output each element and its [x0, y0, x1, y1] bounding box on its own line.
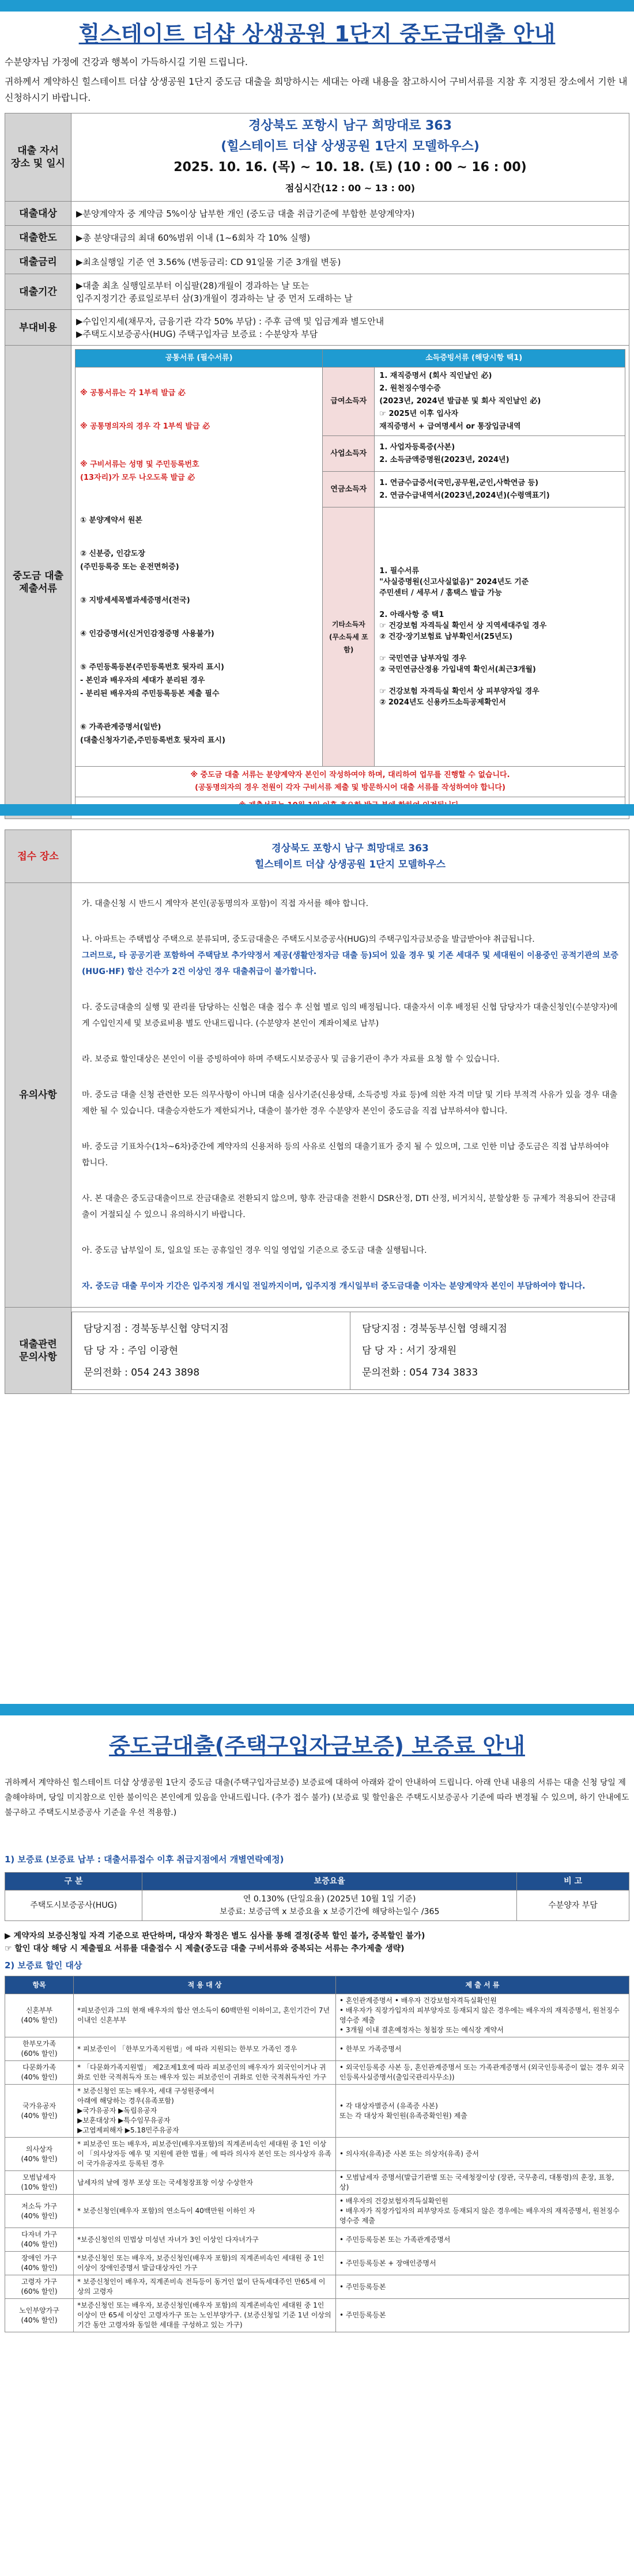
page-title: 힐스테이트 더샵 상생공원 1단지 중도금대출 안내 [78, 21, 556, 47]
fee-section2: 2) 보증료 할인 대상 [5, 1960, 82, 1971]
income-docs: 1. 사업자등록증(사본) 2. 소득금액증명원(2023년, 2024년) [375, 436, 625, 472]
row-value: ▶분양계약자 중 계약금 5%이상 납부한 개인 (중도금 대출 취급기준에 부합한 분양계약자) [71, 202, 629, 226]
phone: 문의전화 : 054 734 3833 [362, 1366, 478, 1378]
col-header: 비 고 [517, 1873, 629, 1891]
fee-warning: ▶ 계약자의 보증신청일 자격 기준으로 판단하며, 대상자 확정은 별도 심사를 통해 결정(중복 할인 불가, 중복할인 불가) ☞ 할인 대상 해당 시 제출필요 서류를 대출접수 시 제출(중도금 대출 구비서류와 중복되는 서류는 추가제출 생략) [5, 1931, 425, 1953]
table-row [5, 2195, 629, 2228]
address-line1: 경상북도 포항시 남구 희망대로 363 [248, 119, 452, 133]
discount-category: 의사상자 (40% 할인) [5, 2138, 74, 2171]
divider-band [0, 804, 634, 816]
col-header: 제 출 서 류 [335, 1976, 629, 1994]
cell: 주택도시보증공사(HUG) [5, 1891, 142, 1921]
list-item: 바. 중도금 기표차수(1차~6차)중간에 계약자의 신용저하 등의 사유로 신협의 대출기표가 중지 될 수 있으며, 그로 인한 미납 중도금은 직접 납부하여야 합니다. [82, 1142, 609, 1168]
required-documents: • 한부모 가족증명서 [335, 2037, 629, 2061]
common-docs-list [76, 368, 323, 767]
table-row [5, 274, 629, 310]
fee-section1: 1) 보증료 (보증료 납부 : 대출서류접수 이후 취급지점에서 개별연락예정) [5, 1854, 284, 1865]
table-row [5, 346, 629, 819]
list-item: ⑤ 주민등록등본(주민등록번호 뒷자리 표시) - 본인과 배우자의 세대가 분리된 경우 - 분리된 배우자의 주민등록등본 제출 필수 [80, 663, 224, 698]
docs-note: ※ 중도금 대출 서류는 분양계약자 본인이 작성하여야 하며, 대리하여 업무를 진행할 수 없습니다. (공동명의자의 경우 전원이 각자 구비서류 제출 및 방문하시어 대출 서류를 작성하여야 합니다) [76, 767, 625, 797]
discount-category: 한부모가족 (60% 할인) [5, 2037, 74, 2061]
list-item: 가. 대출신청 시 반드시 계약자 본인(공동명의자 포함)이 직접 자서를 해야 합니다. [82, 899, 369, 908]
manager: 담 당 자 : 서기 장재원 [362, 1344, 457, 1357]
list-item: ③ 지방세세목별과세증명서(전국) [80, 596, 190, 605]
col-header: 구 분 [5, 1873, 142, 1891]
fee-rate-table [5, 1872, 629, 1921]
phone: 문의전화 : 054 243 3898 [84, 1366, 200, 1378]
loan-place [71, 113, 629, 202]
fee-intro: 귀하께서 계약하신 힐스테이트 더샵 상생공원 1단지 중도금 대출(주택구입자금보증) 보증료에 대하여 아래와 같이 안내하여 드립니다. 아래 안내 내용의 서류는 대출 신청 당일 제출해야하며, 당일 미지참으로 인한 불이익은 본인에게 있음을 안내드립니다. (추가 접수 불가) (보증료 및 할인율은 주택도시보증공사 기준에 따라 변경될 수 있으며, 하기 안내에도 불구하고 주택도시보증공사 기준을 우선 적용함.) [5, 1778, 629, 1817]
income-type: 급여소득자 [323, 368, 375, 436]
table-row [5, 2275, 629, 2299]
discount-condition: *보증신청인 또는 배우자, 보증신청인(배우자 포함)의 직계존비속인 세대원 중 1인 이상이 장애인증명서 발급대상자인 가구 [74, 2252, 336, 2275]
income-type: 연금소득자 [323, 472, 375, 507]
discount-table [5, 1976, 629, 2332]
top-band [0, 0, 634, 12]
required-documents: • 모범납세자 증명서(발급기관별 또는 국세청장이상 (장관, 국무총리, 대통령)의 훈장, 표창, 상) [335, 2171, 629, 2195]
reception-place [71, 830, 629, 883]
col-header: 항목 [5, 1976, 74, 1994]
list-item: 다. 중도금대출의 실행 및 관리를 담당하는 신협은 대출 접수 후 신협 별로 임의 배정됩니다. 대출자서 이후 배정된 신협 담당자가 대출신청인(수분양자)에게 수입인지세 및 보증료비용 별도 안내드립니다. (수분양자 본인이 계좌이체로 납부) [82, 1003, 618, 1028]
list-item: ※ 공통명의자의 경우 각 1부씩 발급 必 [80, 422, 210, 431]
income-docs: 1. 재직증명서 (회사 직인날인 必) 2. 원천징수영수증 (2023년, 2024년 발급분 및 회사 직인날인 必) ☞ 2025년 이후 입사자 재직증명서 + 급여명세서 or 통장입금내역 [375, 368, 625, 436]
row-value: ▶대출 최초 실행일로부터 이십팔(28)개월이 경과하는 날 또는 입주지정기간 종료일로부터 삼(3)개월이 경과하는 날 중 먼저 도래하는 날 [71, 274, 629, 310]
table-row [5, 2171, 629, 2195]
discount-condition: *보증신청인의 민법상 미성년 자녀가 3인 이상인 다자녀가구 [74, 2228, 336, 2252]
cell: 연 0.130% (단일요율) (2025년 10월 1일 기준) 보증료: 보증금액 x 보증요율 x 보증기간에 해당하는일수 /365 [142, 1891, 517, 1921]
discount-category: 고령자 가구 (60% 할인) [5, 2275, 74, 2299]
income-docs: 1. 연금수급증서(국민,공무원,군인,사학연금 등) 2. 연금수급내역서(2023년,2024년)(수령액표기) [375, 472, 625, 507]
required-documents: • 각 대상자별증서 (유족증 사본) 또는 각 대상자 확인원(유족증확인원) 제출 [335, 2085, 629, 2138]
table-row [5, 113, 629, 202]
table-row [5, 2085, 629, 2138]
discount-category: 다자녀 가구 (40% 할인) [5, 2228, 74, 2252]
divider-band [0, 1704, 634, 1715]
discount-condition: * 피보증인 또는 배우자, 피보증인(배우자포함)의 직계존비속인 세대원 중 1인 이상이 「의사상자등 예우 및 지원에 관한 법률」에 따라 의사자 본인 또는 의사상자 유족이 국가유공자로 등록된 경우 [74, 2138, 336, 2171]
col-header: 보증요율 [142, 1873, 517, 1891]
row-value: ▶총 분양대금의 최대 60%범위 이내 (1~6회차 각 10% 실행) [71, 226, 629, 250]
required-documents: • 외국인등록증 사본 등, 혼인관계증명서 또는 가족관계증명서 (외국인등록증이 없는 경우 외국인등록사실증명서(출입국관리사무소)) [335, 2061, 629, 2085]
row-header: 대출대상 [5, 202, 71, 226]
table-row [5, 2299, 629, 2332]
notice-list [71, 883, 629, 1308]
discount-condition: * 피보증인이 「한부모가족지원법」에 따라 지원되는 한부모 가족인 경우 [74, 2037, 336, 2061]
income-docs-header: 소득증빙서류 (해당시항 택1) [323, 350, 625, 368]
reception-address: 경상북도 포항시 남구 희망대로 363 [271, 842, 429, 854]
discount-category: 장애인 가구 (40% 할인) [5, 2252, 74, 2275]
discount-category: 노인부양가구 (40% 할인) [5, 2299, 74, 2332]
discount-category: 모범납세자 (10% 할인) [5, 2171, 74, 2195]
intro-greeting: 수분양자님 가정에 건강과 행복이 가득하시길 기원 드립니다. [5, 56, 248, 67]
list-item: 나. 아파트는 주택법상 주택으로 분류되며, 중도금대출은 주택도시보증공사(HUG)의 주택구입자금보증을 발급받아야 취급됩니다. 그러므로, 타 공공기관 포함하여 주택담보 추가약정서 제공(생활안정자금 대출 등)되어 있을 경우 및 기존 세대주 및 세대원이 이용중인 공적기관의 보증(HUG·HF) 합산 건수가 2건 이상인 경우 대출취급이 불가합니다. [82, 935, 618, 976]
list-item: 마. 중도금 대출 신청 관련한 모든 의무사항이 아니며 대출 심사기준(신용상태, 소득증빙 자료 등)에 의한 자격 미달 및 기타 부적격 사유가 있을 경우 대출제한 될 수 있습니다. 대출승자한도가 제한되거나, 대출이 불가한 경우 수분양자 본인이 중도금을 직접 납부하셔야 합니다. [82, 1090, 618, 1116]
row-header: 접수 장소 [5, 830, 71, 883]
row-header: 대출한도 [5, 226, 71, 250]
discount-condition: *피보증인과 그의 현재 배우자의 합산 연소득이 60백만원 이하이고, 혼인기간이 7년 이내인 신혼부부 [74, 1994, 336, 2037]
docs-table [75, 349, 625, 815]
discount-category: 저소득 가구 (40% 할인) [5, 2195, 74, 2228]
discount-condition: * 보증신청인 또는 배우자, 세대 구성원중에서 아래에 해당하는 경우(유족포함) ▶국가유공자 ▶독립유공자 ▶보훈대상자 ▶특수임무유공자 ▶고엽제피해자 ▶5.18민주유공자 [74, 2085, 336, 2138]
discount-condition: * 「다문화가족지원법」 제2조제1호에 따라 피보증인의 배우자가 외국인이거나 귀화로 인한 국적취득자 또는 배우자 있는 피보증인이 귀화로 인한 국적취득자인 가구 [74, 2061, 336, 2085]
income-type: 사업소득자 [323, 436, 375, 472]
col-header: 적 용 대 상 [74, 1976, 336, 1994]
table-row [5, 250, 629, 274]
income-docs: 1. 필수서류 "사실증명원(신고사실없음)" 2024년도 기준 주민센터 / 세무서 / 홈택스 발급 가능 2. 아래사항 중 택1 ☞ 건강보험 자격득실 확인서 상 지역세대주일 경우 ② 건강·장기보험료 납부확인서(25년도) ☞ 국민연금 납부자일 경우 ② 국민연금산정용 가입내역 확인서(최근3개월) ☞ 건강보험 자격득실 확인서 상 피부양자일 경우 ② 2024년도 신용카드소득공제확인서 [375, 507, 625, 767]
discount-condition: *보증신청인 또는 배우자, 보증신청인(배우자 포함)의 직계존비속인 세대원 중 1인 이상이 만 65세 이상인 고령자가구 또는 노인부양가구. (보증신청일 기준 1년 이상의 기간 동안 고령자와 동일한 세대를 구성하고 있는 가구) [74, 2299, 336, 2332]
docs-cell [71, 346, 629, 819]
contact-card [72, 1312, 350, 1389]
fee-title: 중도금대출(주택구입자금보증) 보증료 안내 [109, 1733, 525, 1759]
table-row [5, 226, 629, 250]
required-documents: • 혼인관계증명서 • 배우자 건강보험자격득실확인원 • 배우자가 직장가입자의 피부양자로 등재되지 않은 경우에는 배우자의 재직증명서, 원천징수영수증 제출 • 3개월 이내 결혼예정자는 청첩장 또는 예식장 계약서 [335, 1994, 629, 2037]
required-documents: • 주민등록등본 + 장애인증명서 [335, 2252, 629, 2275]
row-header: 대출관련 문의사항 [5, 1308, 71, 1394]
table-row [5, 2252, 629, 2275]
address-line2: (힐스테이트 더샵 상생공원 1단지 모델하우스) [221, 139, 480, 154]
list-item: 아. 중도금 납부일이 토, 일요일 또는 공휴일인 경우 익일 영업일 기준으로 중도금 대출 실행됩니다. [82, 1246, 427, 1255]
discount-condition: 납세자의 날에 정부 포상 또는 국세청장표창 이상 수상한자 [74, 2171, 336, 2195]
row-header: 대출 자서 장소 및 일시 [5, 113, 71, 202]
loan-date: 2025. 10. 16. (목) ~ 10. 18. (토) (10 : 00 ~ 16 : 00) [173, 160, 527, 175]
list-item: ※ 구비서류는 성명 및 주민등록번호 (13자리)가 모두 나오도록 발급 必 [80, 460, 199, 482]
branch: 담당지점 : 경북동부신협 영해지점 [362, 1323, 507, 1335]
required-documents: • 주민등록등본 [335, 2275, 629, 2299]
list-item: 자. 중도금 대출 무이자 기간은 입주지정 개시일 전일까지이며, 입주지정 개시일부터 중도금대출 이자는 분양계약자 본인이 부담하여야 합니다. [82, 1282, 586, 1291]
table-row [5, 202, 629, 226]
required-documents: • 주민등록등본 또는 가족관계증명서 [335, 2228, 629, 2252]
notice-table [5, 829, 629, 1394]
list-item: 라. 보증료 할인대상은 본인이 이를 증빙하여야 하며 주택도시보증공사 및 금융기관이 추가 자료를 요청 할 수 있습니다. [82, 1055, 500, 1064]
row-value: ▶수입인지세(채무자, 금융기관 각각 50% 부담) : 주후 금액 및 입금계좌 별도안내 ▶주택도시보증공사(HUG) 주택구입자금 보증료 : 수분양자 부담 [71, 310, 629, 346]
table-row [5, 2228, 629, 2252]
required-documents: • 주민등록등본 [335, 2299, 629, 2332]
contact-cell [71, 1308, 629, 1394]
discount-category: 신혼부부 (40% 할인) [5, 1994, 74, 2037]
row-header: 유의사항 [5, 883, 71, 1308]
required-documents: • 의사자(유족)증 사본 또는 의상자(유족) 증서 [335, 2138, 629, 2171]
list-item: ※ 공통서류는 각 1부씩 발급 必 [80, 389, 186, 397]
row-header: 대출금리 [5, 250, 71, 274]
table-row [5, 310, 629, 346]
discount-category: 다문화가족 (40% 할인) [5, 2061, 74, 2085]
list-item: ④ 인감증명서(신거인감정증명 사용불가) [80, 630, 214, 638]
manager: 담 당 자 : 주임 이광현 [84, 1344, 179, 1357]
discount-condition: * 보증신청인(배우자 포함)의 연소득이 40백만원 이하인 자 [74, 2195, 336, 2228]
lunch-time: 점심시간(12 : 00 ~ 13 : 00) [285, 183, 416, 194]
list-item: 사. 본 대출은 중도금대출이므로 잔금대출로 전환되지 않으며, 향후 잔금대출 전환시 DSR산정, DTI 산정, 비거치식, 분할상환 등 규제가 적용되어 잔금대출이 거절되실 수 있으니 유의하시기 바랍니다. [82, 1194, 616, 1219]
income-type: 기타소득자 (무소득세 포함) [323, 507, 375, 767]
table-row [5, 2061, 629, 2085]
required-documents: • 배우자의 건강보험자격득실확인원 • 배우자가 직장가입자의 피부양자로 등재되지 않은 경우에는 배우자의 재직증명서, 원천징수영수증 제출 [335, 2195, 629, 2228]
common-docs-header: 공통서류 (필수서류) [76, 350, 323, 368]
discount-category: 국가유공자 (40% 할인) [5, 2085, 74, 2138]
table-row [5, 2138, 629, 2171]
table-row [5, 1994, 629, 2037]
reception-venue: 힐스테이트 더샵 상생공원 1단지 모델하우스 [254, 858, 446, 870]
list-item: ① 분양계약서 원본 [80, 516, 142, 525]
row-header: 중도금 대출 제출서류 [5, 346, 71, 819]
row-header: 대출기간 [5, 274, 71, 310]
discount-condition: * 보증신청인이 배우자, 직계존비속 전득등이 동거인 없이 단독세대주인 만65세 이상의 고령자 [74, 2275, 336, 2299]
table-row [5, 2037, 629, 2061]
cell: 수분양자 부담 [517, 1891, 629, 1921]
row-header: 부대비용 [5, 310, 71, 346]
list-item: ② 신분증, 인감도장 (주민등록증 또는 운전면허증) [80, 550, 179, 571]
intro-text: 귀하께서 계약하신 힐스테이트 더샵 상생공원 1단지 중도금 대출을 희망하시는 세대는 아래 내용을 참고하시어 구비서류를 지참 후 지정된 장소에서 기한 내 신청하시기 바랍니다. [5, 76, 628, 103]
contact-card [350, 1312, 629, 1389]
branch: 담당지점 : 경북동부신협 양덕지점 [84, 1323, 229, 1335]
row-value: ▶최초실행일 기준 연 3.56% (변동금리: CD 91일물 기준 3개월 변동) [71, 250, 629, 274]
loan-info-table [5, 113, 629, 819]
list-item: ⑥ 가족관계증명서(일반) (대출신청자기준,주민등록번호 뒷자리 표시) [80, 723, 225, 745]
